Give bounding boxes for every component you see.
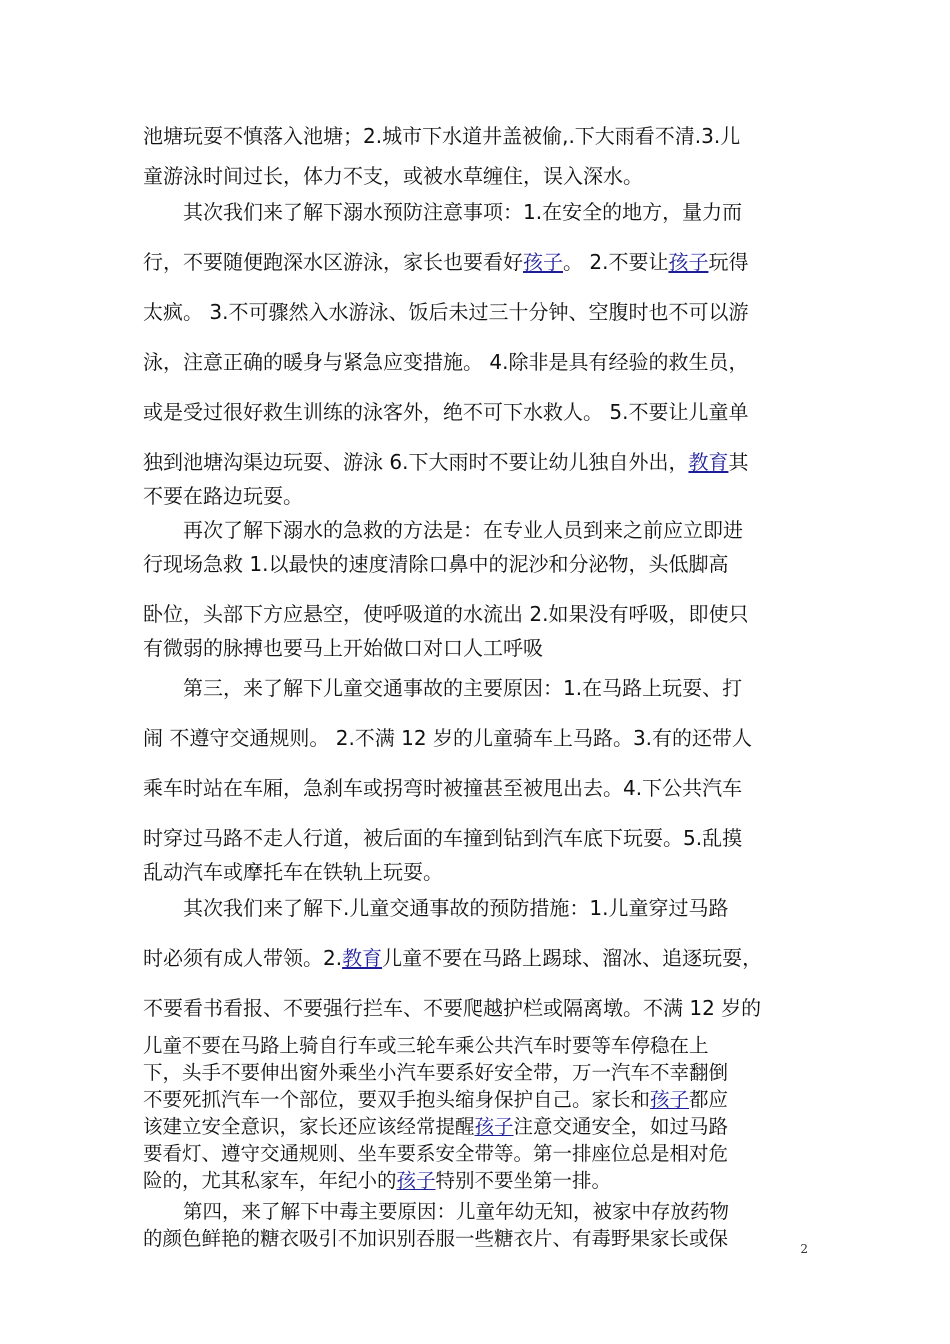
text-line: [143, 160, 823, 192]
text-run: 行现场急救 1.以最快的速度清除口鼻中的泥沙和分泌物，头低脚高: [143, 552, 729, 576]
text-run: 第三，来了解下儿童交通事故的主要原因：1.在马路上玩耍、打: [183, 676, 743, 700]
text-line: [143, 772, 823, 804]
text-run: 都应: [689, 1088, 729, 1111]
text-run: 特别不要坐第一排。: [435, 1169, 612, 1192]
text-line: [143, 446, 823, 478]
text-run: 儿童不要在马路上踢球、溜冰、追逐玩耍，: [382, 946, 763, 970]
text-run: 第四，来了解下中毒主要原因：儿童年幼无知，被家中存放药物: [183, 1200, 730, 1223]
text-link[interactable]: 教育: [342, 946, 383, 970]
text-run: 独到池塘沟渠边玩耍、游泳 6.下大雨时不要让幼儿独自外出，: [143, 450, 689, 474]
text-run: 不要看书看报、不要强行拦车、不要爬越护栏或隔离墩。不满 12 岁的: [143, 996, 762, 1020]
text-line: [143, 346, 823, 378]
text-run: 泳，注意正确的暖身与紧急应变措施。 4.除非是具有经验的救生员，: [143, 350, 749, 374]
text-line: [143, 598, 823, 630]
text-run: 其次我们来了解下.儿童交通事故的预防措施：1.儿童穿过马路: [183, 896, 729, 920]
text-line: [183, 196, 823, 228]
text-run: 注意交通安全，如过马路: [513, 1115, 729, 1138]
text-link[interactable]: 孩子: [523, 250, 563, 274]
text-run: 闹 不遵守交通规则。 2.不满 12 岁的儿童骑车上马路。3.有的还带人: [143, 726, 753, 750]
text-line: [143, 632, 823, 664]
text-run: 儿童不要在马路上骑自行车或三轮车乘公共汽车时要等车停稳在上: [143, 1034, 709, 1057]
page-number: 2: [800, 1242, 808, 1256]
text-link[interactable]: 孩子: [474, 1115, 514, 1138]
text-run: 险的，尤其私家车，年纪小的: [143, 1169, 397, 1192]
text-link[interactable]: 孩子: [668, 250, 709, 274]
text-run: 卧位，头部下方应悬空，使呼吸道的水流出 2.如果没有呼吸，即使只: [143, 602, 749, 626]
text-run: 其: [728, 450, 749, 474]
text-run: 不要在路边玩耍。: [143, 484, 303, 508]
text-run: 池塘玩耍不慎落入池塘；2.城市下水道井盖被偷,.下大雨看不清.3.儿: [143, 124, 741, 148]
text-link[interactable]: 教育: [688, 450, 729, 474]
text-line: [143, 396, 823, 428]
text-line: [143, 942, 823, 974]
text-run: 的颜色鲜艳的糖衣吸引不加识别吞服一些糖衣片、有毒野果家长或保: [143, 1227, 729, 1250]
text-run: 时穿过马路不走人行道，被后面的车撞到钻到汽车底下玩耍。5.乱摸: [143, 826, 743, 850]
text-run: 时必须有成人带领。2.: [143, 946, 343, 970]
text-line: [143, 822, 823, 854]
text-run: 下，头手不要伸出窗外乘坐小汽车要系好安全带，万一汽车不幸翻倒: [143, 1061, 729, 1084]
text-line: [143, 120, 823, 152]
text-line: [143, 1165, 823, 1197]
text-link[interactable]: 孩子: [650, 1088, 690, 1111]
text-line: [143, 548, 823, 580]
text-run: 不要死抓汽车一个部位，要双手抱头缩身保护自己。家长和: [143, 1088, 651, 1111]
text-run: 行，不要随便跑深水区游泳，家长也要看好: [143, 250, 523, 274]
text-run: 太疯。 3.不可骤然入水游泳、饭后未过三十分钟、空腹时也不可以游: [143, 300, 749, 324]
text-line: [143, 722, 823, 754]
text-line: [183, 892, 823, 924]
text-run: 童游泳时间过长，体力不支，或被水草缠住，误入深水。: [143, 164, 643, 188]
text-run: 或是受过很好救生训练的泳客外，绝不可下水救人。 5.不要让儿童单: [143, 400, 749, 424]
text-line: [143, 246, 823, 278]
text-line: [183, 514, 823, 546]
text-line: [143, 856, 823, 888]
text-run: 。 2.不要让: [563, 250, 669, 274]
text-line: [143, 992, 823, 1024]
text-line: [143, 480, 823, 512]
text-line: [183, 672, 823, 704]
text-run: 乱动汽车或摩托车在铁轨上玩耍。: [143, 860, 443, 884]
text-run: 该建立安全意识，家长还应该经常提醒: [143, 1115, 475, 1138]
text-line: [143, 1223, 823, 1255]
text-link[interactable]: 孩子: [396, 1169, 436, 1192]
text-run: 要看灯、遵守交通规则、坐车要系安全带等。第一排座位总是相对危: [143, 1142, 729, 1165]
text-run: 乘车时站在车厢，急刹车或拐弯时被撞甚至被甩出去。4.下公共汽车: [143, 776, 743, 800]
text-run: 再次了解下溺水的急救的方法是：在专业人员到来之前应立即进: [183, 518, 743, 542]
text-line: [143, 296, 823, 328]
text-run: 其次我们来了解下溺水预防注意事项：1.在安全的地方，量力而: [183, 200, 743, 224]
text-run: 有微弱的脉搏也要马上开始做口对口人工呼吸: [143, 636, 543, 660]
text-run: 玩得: [708, 250, 749, 274]
